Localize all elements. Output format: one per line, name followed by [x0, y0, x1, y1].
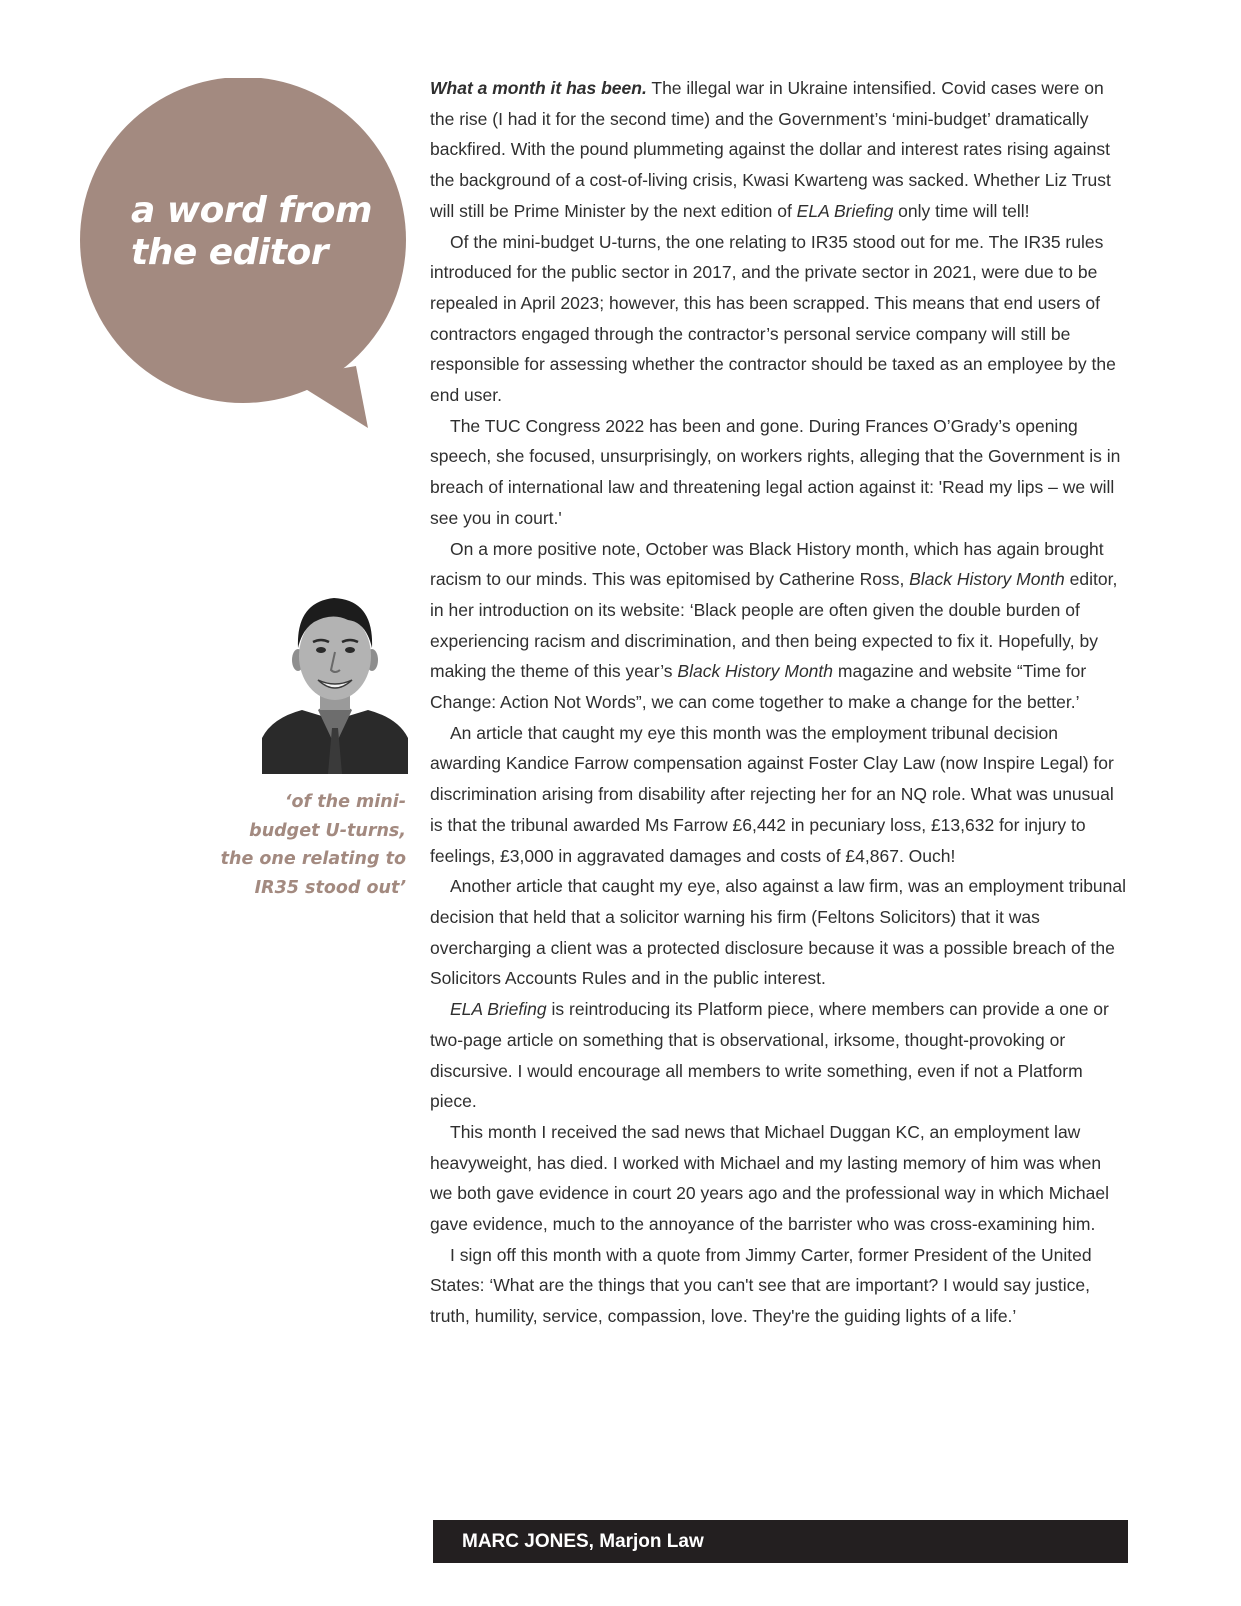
paragraph-4-text: On a more positive note, October was Black History month, which has again brought racism to our minds. This was epitomised by Catherine Ross, — [430, 538, 1104, 590]
publication-title: ELA Briefing — [796, 200, 894, 221]
paragraph-9: I sign off this month with a quote from Jimmy Carter, former President of the United States: ‘What are the things that you can't see that are important? I would say justice, truth, humility, service, compassion, love. They're the guiding lights of a life.’ — [430, 1244, 1092, 1327]
paragraph-3: The TUC Congress 2022 has been and gone. During Frances O’Grady’s opening speech, she focused, unsurprisingly, on workers rights, alleging that the Government is in breach of international law and threatening legal action against it: 'Read my lips – we will see you in court.' — [430, 415, 1121, 528]
paragraph-4 — [430, 534, 1128, 718]
paragraph-1-text-end: only time will tell! — [893, 200, 1030, 221]
lead-in: What a month it has been. — [430, 78, 647, 98]
article-body — [430, 73, 1128, 1332]
paragraph-1 — [430, 73, 1128, 227]
editor-portrait — [262, 588, 408, 774]
publication-title: ELA Briefing — [450, 999, 547, 1020]
publication-title: Black History Month — [909, 569, 1065, 590]
section-title — [131, 190, 411, 274]
paragraph-5: An article that caught my eye this month was the employment tribunal decision awarding Kandice Farrow compensation against Foster Clay Law (now Inspire Legal) for discrimination arising from disability after rejecting her for an NQ role. What was unusual is that the tribunal awarded Ms Farrow £6,442 in pecuniary loss, £13,632 for injury to feelings, £3,000 in aggravated damages and costs of £4,867. Ouch! — [430, 722, 1114, 866]
paragraph-2: Of the mini-budget U-turns, the one relating to IR35 stood out for me. The IR35 rules introduced for the public sector in 2017, and the private sector in 2021, were due to be repealed in April 2023; however, this has been scrapped. This means that end users of contractors engaged through the contractor’s personal service company will still be responsible for assessing whether the contractor should be taxed as an employee by the end user. — [430, 231, 1116, 406]
paragraph-4-text-mid: editor, in her introduction on its website: ‘Black people are often given the double burden of experiencing racism and discrimination, and then being expected to fix it. Hopefully, by making the theme of this year’s — [430, 569, 1118, 682]
section-title-line1: a word from — [131, 190, 373, 231]
paragraph-6: Another article that caught my eye, also against a law firm, was an employment tribunal decision that held that a solicitor warning his firm (Feltons Solicitors) that it was overcharging a client was a protected disclosure because it was a possible breach of the Solicitors Accounts Rules and in the public interest. — [430, 876, 1127, 989]
paragraph-7-text: is reintroducing its Platform piece, where members can provide a one or two-page article on something that is observational, irksome, thought-provoking or discursive. I would encourage all members to write something, even if not a Platform piece. — [430, 999, 1109, 1112]
pull-quote: ‘of the mini-budget U-turns, the one relating to IR35 stood out’ — [220, 792, 406, 899]
section-title-line2: the editor — [131, 232, 329, 273]
paragraph-8: This month I received the sad news that Michael Duggan KC, an employment law heavyweight, has died. I worked with Michael and my lasting memory of him was when we both gave evidence in court 20 years ago and the professional way in which Michael gave evidence, much to the annoyance of the barrister who was cross-examining him. — [430, 1121, 1110, 1235]
publication-title: Black History Month — [677, 661, 834, 682]
author-signoff: MARC JONES, Marjon Law — [433, 1520, 1128, 1563]
paragraph-7 — [430, 994, 1128, 1117]
paragraph-1-text: The illegal war in Ukraine intensified. Covid cases were on the rise (I had it for the second time) and the Government’s ‘mini-budget’ dramatically backfired. With the pound plummeting against the dollar and interest rates rising against the background of a cost-of-living crisis, Kwasi Kwarteng was sacked. Whether Liz Trust will still be Prime Minister by the next edition of — [430, 78, 1111, 221]
paragraph-4-text-end: magazine and website “Time for Change: Action Not Words”, we can come together to make a change for the better.’ — [430, 661, 1087, 713]
